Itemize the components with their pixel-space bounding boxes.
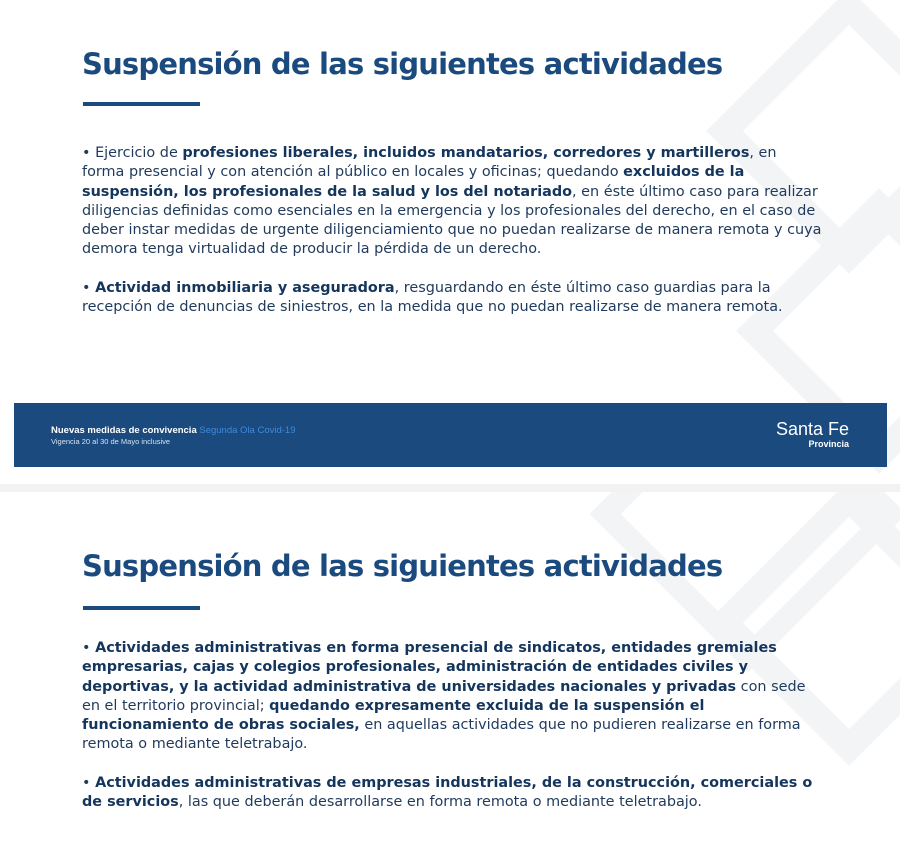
text-segment: •: [82, 279, 96, 296]
text-segment: , en éste último caso para realizar diligencias definidas como esenciales en la emergencia y los profesionales del derecho, en el caso de deber instar medidas de urgente diligenciamiento que no puedan realizarse de manera remota y cuya demora tenga virtualidad de producir la pérdida de un derecho.: [82, 183, 822, 258]
paragraph-profesiones-liberales: [82, 144, 822, 260]
slide-body: [82, 144, 822, 336]
bold-segment: Actividades administrativas en forma presencial de sindicatos, entidades gremiales empresarias, cajas y colegios profesionales, administración de entidades civiles y deportivas, y la actividad administrativa de universidades nacionales y privadas: [82, 640, 777, 695]
brand-subtitle: Provincia: [808, 439, 849, 449]
slide-body: [82, 639, 822, 831]
slide-title: Suspensión de las siguientes actividades: [82, 47, 723, 81]
text-segment: , resguardando en éste último caso guardias para la recepción de denuncias de siniestros, en la medida que no puedan realizarse de manera remota.: [82, 279, 783, 316]
text-segment: con sede en el territorio provincial;: [82, 678, 806, 714]
paragraph-inmobiliaria: [82, 279, 822, 318]
paragraph-empresas-industriales: [82, 774, 822, 813]
brand-name: Santa Fe: [775, 419, 849, 439]
title-underline: [83, 606, 200, 610]
santa-fe-logo: [776, 419, 849, 450]
footer-validity: Vigencia 20 al 30 de Mayo inclusive: [51, 437, 171, 446]
bold-segment: Actividades administrativas de empresas industriales, de la construcción, comerciales o de servicios: [82, 774, 813, 811]
campaign-text: Nuevas medidas de convivencia: [51, 425, 197, 436]
title-underline: [83, 102, 200, 106]
text-segment: en aquellas actividades que no pudieren realizarse en forma remota o mediante teletrabajo.: [82, 717, 801, 753]
slide-title: Suspensión de las siguientes actividades: [82, 549, 723, 583]
text-segment: , las que deberán desarrollarse en forma remota o mediante teletrabajo.: [178, 794, 702, 811]
bold-segment: Actividad inmobiliaria y aseguradora: [95, 279, 395, 296]
bold-segment: quedando expresamente excluida de la suspensión el funcionamiento de obras sociales,: [82, 697, 705, 734]
text-segment: •: [82, 640, 96, 656]
text-segment: • Ejercicio de: [82, 145, 183, 161]
footer-campaign: [51, 425, 296, 436]
campaign-accent-text: Segunda Ola Covid-19: [199, 425, 296, 436]
bold-segment: profesiones liberales, incluidos mandatarios, corredores y martilleros: [182, 145, 750, 161]
bold-segment: excluidos de la suspensión, los profesionales de la salud y los del notariado: [82, 164, 745, 200]
slide-2: [0, 492, 900, 855]
footer-bar: [14, 403, 887, 467]
text-segment: , en forma presencial y con atención al público en locales y oficinas; quedando: [82, 145, 777, 181]
paragraph-actividades-administrativas: [82, 639, 822, 755]
text-segment: •: [82, 774, 96, 791]
